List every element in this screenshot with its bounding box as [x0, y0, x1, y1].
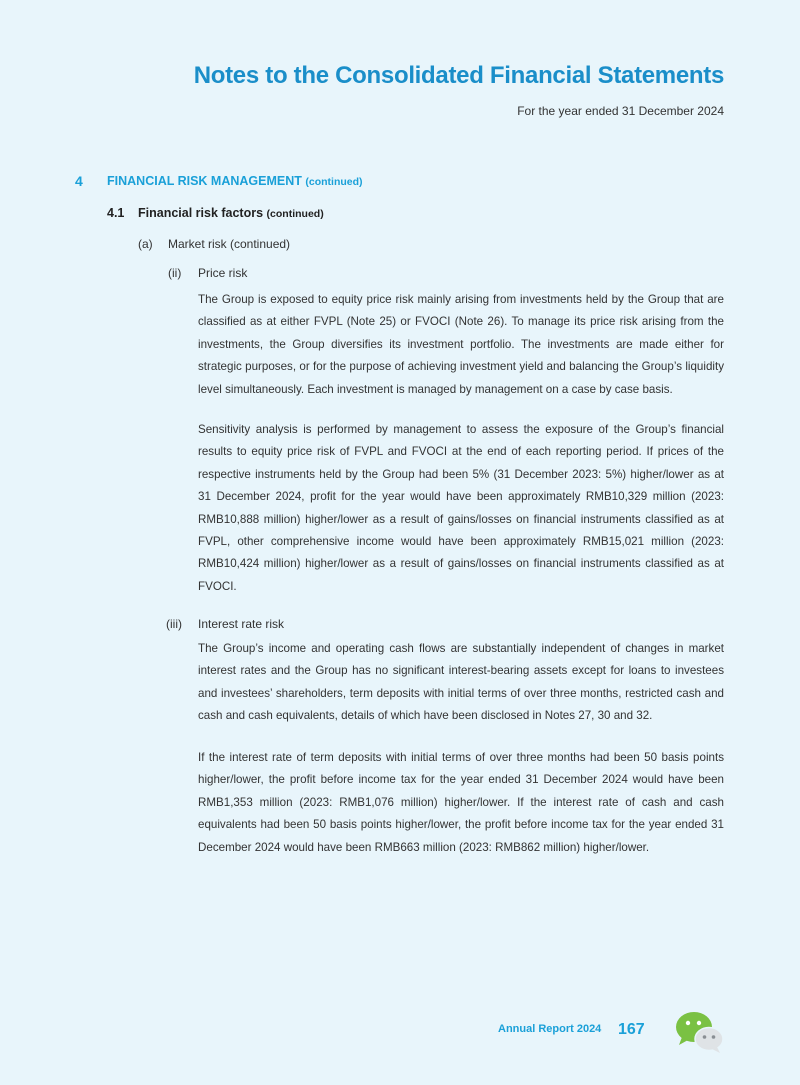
item-ii-label: Price risk [198, 266, 248, 280]
footer-report-label: Annual Report 2024 [498, 1023, 602, 1035]
item-a-label: Market risk (continued) [168, 237, 291, 251]
item-iii-marker: (iii) [166, 617, 182, 631]
section-number: 4 [75, 173, 83, 189]
wechat-logo-icon [674, 1010, 726, 1054]
interest-rate-risk-paragraph-1: The Group’s income and operating cash flows are substantially independent of changes in market interest rates and the Group has no significant interest-bearing assets except for loans to investees and investees’ shareholders, term deposits with initial terms of over three months, restricted cash and cash and cash equivalents, details of which have been disclosed in Notes 27, 30 and 32. [198, 642, 724, 723]
section-continued: (continued) [305, 176, 363, 188]
price-risk-paragraph-1: The Group is exposed to equity price risk mainly arising from investments held by the Group that are classified as at either FVPL (Note 25) or FVOCI (Note 26). To manage its price risk arising from the investments, the Group diversifies its investment portfolio. The investments are made either for strategic purposes, or for the purpose of achieving investment yield and balancing the Group’s liquidity level simultaneously. Each investment is managed by management on a case by case basis. [198, 293, 724, 396]
page-subtitle: For the year ended 31 December 2024 [517, 104, 724, 118]
section-title-text: FINANCIAL RISK MANAGEMENT [107, 174, 302, 188]
interest-rate-risk-paragraph-2: If the interest rate of term deposits with initial terms of over three months had been 50 basis points higher/lower, the profit before income tax for the year ended 31 December 2024 would have been RMB1,353 million (2023: RMB1,076 million) higher/lower. If the interest rate of cash and cash equivalents had been 50 basis points higher/lower, the profit before income tax for the year ended 31 December 2024 would have been RMB663 million (2023: RMB862 million) higher/lower. [198, 751, 724, 854]
subsection-continued: (continued) [266, 208, 324, 220]
page-title: Notes to the Consolidated Financial Statements [193, 62, 724, 89]
subsection-title [138, 206, 324, 220]
item-ii-marker: (ii) [168, 266, 182, 280]
page-number: 167 [618, 1021, 645, 1038]
subsection-title-text: Financial risk factors [138, 206, 264, 220]
item-a-marker: (a) [138, 237, 153, 251]
section-title [107, 174, 363, 188]
price-risk-paragraph-2: Sensitivity analysis is performed by management to assess the exposure of the Group’s financial results to equity price risk of FVPL and FVOCI at the end of each reporting period. If prices of the respective instruments held by the Group had been 5% (31 December 2023: 5%) higher/lower as at 31 December 2024, profit for the year would have been approximately RMB10,329 million (2023: RMB10,888 million) higher/lower as a result of gains/losses on financial instruments classified as at FVPL, other comprehensive income would have been approximately RMB15,021 million (2023: RMB10,424 million) higher/lower as a result of gains/losses on financial instruments classified as at FVOCI. [198, 423, 724, 593]
item-iii-label: Interest rate risk [198, 617, 285, 631]
subsection-number: 4.1 [107, 206, 125, 220]
